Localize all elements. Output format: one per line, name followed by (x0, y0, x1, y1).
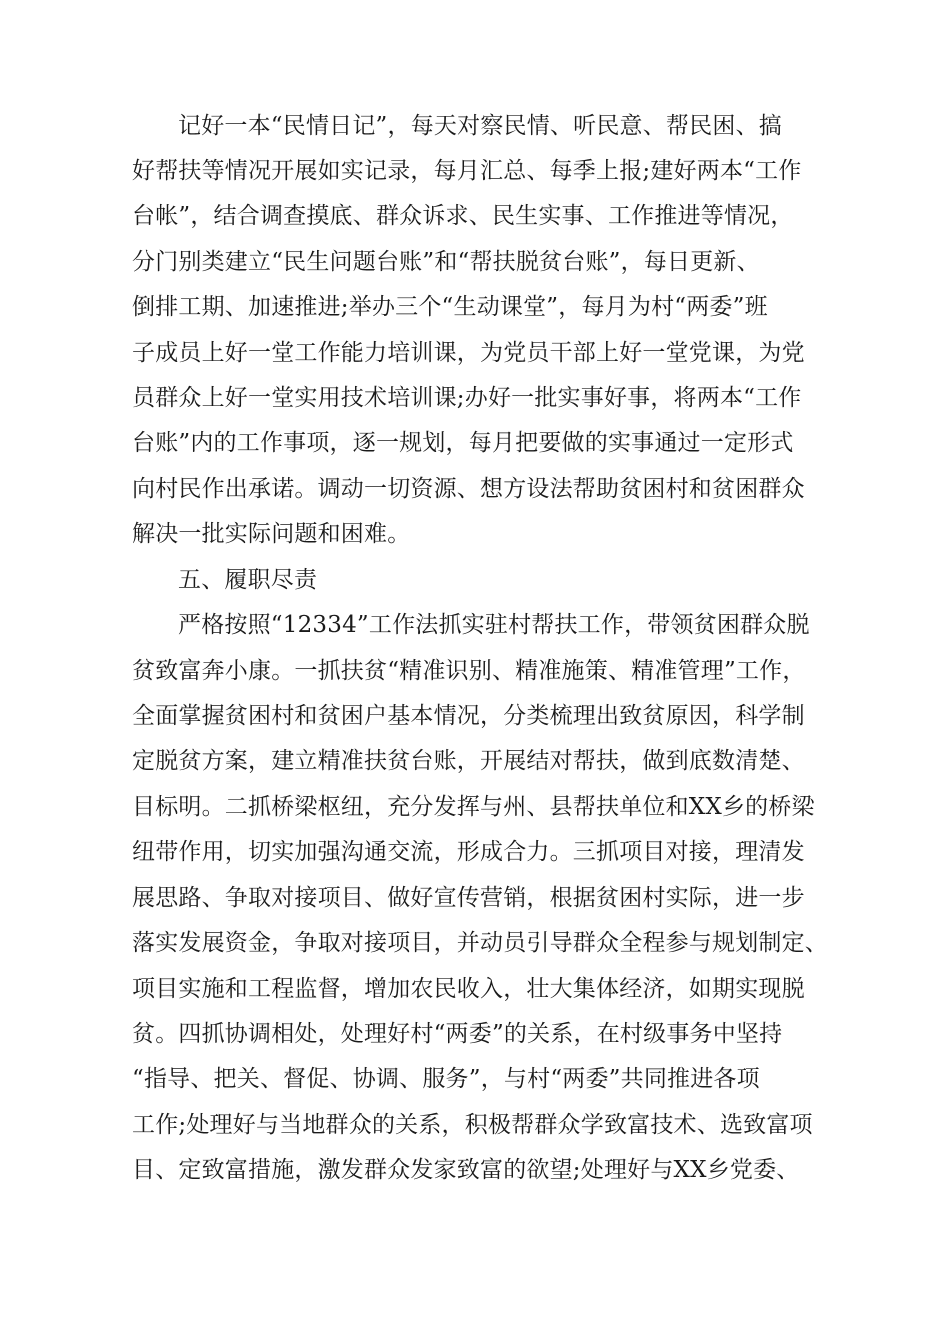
text-line: 记好一本“民情日记”，每天对察民情、听民意、帮民困、搞 (178, 113, 782, 139)
text-line: 项目实施和工程监督，增加农民收入，壮大集体经济，如期实现脱 (132, 976, 805, 1002)
text-line: 倒排工期、加速推进;举办三个“生动课堂”，每月为村“两委”班 (132, 294, 768, 320)
text-line: 工作;处理好与当地群众的关系，积极帮群众学致富技术、选致富项 (132, 1112, 813, 1138)
text-line: 台账”内的工作事项，逐一规划，每月把要做的实事通过一定形式 (132, 430, 794, 456)
text-line: 纽带作用，切实加强沟通交流，形成合力。三抓项目对接，理清发 (132, 839, 805, 865)
text-line: 目标明。二抓桥梁枢纽，充分发挥与州、县帮扶单位和XX乡的桥梁 (132, 794, 815, 820)
text-line: 目、定致富措施，激发群众发家致富的欲望;处理好与XX乡党委、 (132, 1157, 800, 1183)
text-line: 定脱贫方案，建立精准扶贫台账，开展结对帮扶，做到底数清楚、 (132, 748, 805, 774)
text-line: 落实发展资金，争取对接项目，并动员引导群众全程参与规划制定、 (132, 930, 828, 956)
text-line: 贫。四抓协调相处，处理好村“两委”的关系，在村级事务中坚持 (132, 1021, 783, 1047)
text-line: 员群众上好一堂实用技术培训课;办好一批实事好事，将两本“工作 (132, 385, 802, 411)
text-line: 解决一批实际问题和困难。 (132, 521, 411, 547)
text-line: 严格按照“12334”工作法抓实驻村帮扶工作，带领贫困群众脱 (178, 612, 810, 638)
text-line: 贫致富奔小康。一抓扶贫“精准识别、精准施策、精准管理”工作， (132, 658, 806, 684)
text-line: 好帮扶等情况开展如实记录，每月汇总、每季上报;建好两本“工作 (132, 158, 802, 184)
text-line: 台帐”，结合调查摸底、群众诉求、民生实事、工作推进等情况， (132, 203, 794, 229)
section-heading: 五、履职尽责 (178, 567, 318, 593)
text-line: “指导、把关、督促、协调、服务”，与村“两委”共同推进各项 (132, 1066, 760, 1092)
text-line: 全面掌握贫困村和贫困户基本情况，分类梳理出致贫原因，科学制 (132, 703, 805, 729)
text-line: 子成员上好一堂工作能力培训课，为党员干部上好一堂党课，为党 (132, 340, 805, 366)
text-line: 向村民作出承诺。调动一切资源、想方设法帮助贫困村和贫困群众 (132, 476, 805, 502)
text-line: 展思路、争取对接项目、做好宣传营销，根据贫困村实际，进一步 (132, 885, 805, 911)
text-line: 分门别类建立“民生问题台账”和“帮扶脱贫台账”，每日更新、 (132, 249, 760, 275)
